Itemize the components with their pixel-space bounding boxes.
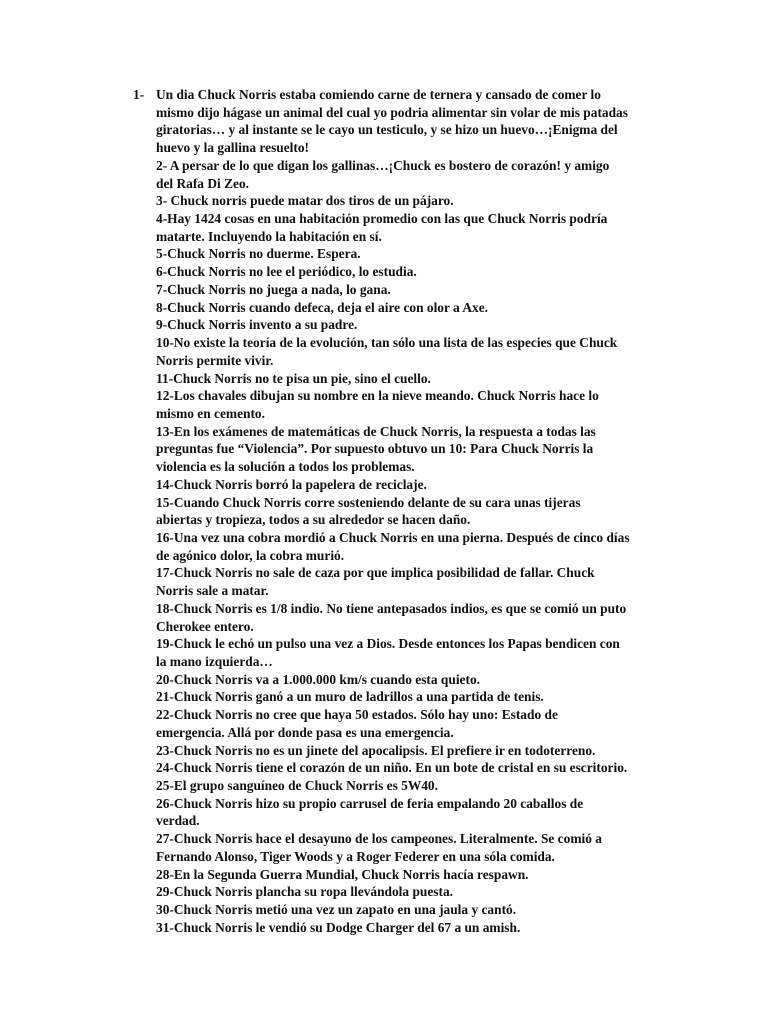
document-line: 21-Chuck Norris ganó a un muro de ladrillos a una partida de tenis. <box>156 689 544 705</box>
document-line: huevo y la gallina resuelto! <box>156 140 310 156</box>
document-line: 9-Chuck Norris invento a su padre. <box>156 317 358 333</box>
list-number: 1- <box>133 87 145 102</box>
document-line: 6-Chuck Norris no lee el periódico, lo estudia. <box>156 264 417 280</box>
document-line: Cherokee entero. <box>156 618 254 634</box>
document-line: 18-Chuck Norris es 1/8 indio. No tiene antepasados indios, es que se comió un puto <box>156 600 627 616</box>
document-line: mismo dijo hágase un animal del cual yo podria alimentar sin volar de mis patadas <box>156 104 628 120</box>
document-line: 24-Chuck Norris tiene el corazón de un niño. En un bote de cristal en su escritorio. <box>156 760 628 776</box>
document-line: 23-Chuck Norris no es un jinete del apocalipsis. El prefiere ir en todoterreno. <box>156 742 596 758</box>
document-line: 11-Chuck Norris no te pisa un pie, sino el cuello. <box>156 370 431 386</box>
document-line: 2- A persar de lo que digan los gallinas…¡Chuck es bostero de corazón! y amigo <box>156 157 610 173</box>
document-line: preguntas fue “Violencia”. Por supuesto obtuvo un 10: Para Chuck Norris la <box>156 441 594 457</box>
document-line: 15-Cuando Chuck Norris corre sosteniendo delante de su cara unas tijeras <box>156 494 581 510</box>
document-line: 20-Chuck Norris va a 1.000.000 km/s cuando esta quieto. <box>156 671 480 687</box>
document-line: 13-En los exámenes de matemáticas de Chuck Norris, la respuesta a todas las <box>156 423 596 439</box>
document-line: emergencia. Allá por donde pasa es una emergencia. <box>156 724 454 740</box>
document-line: Un dia Chuck Norris estaba comiendo carne de ternera y cansado de comer lo <box>156 87 601 102</box>
document-line: 28-En la Segunda Guerra Mundial, Chuck Norris hacía respawn. <box>156 866 529 882</box>
document-line: 10-No existe la teoría de la evolución, tan sólo una lista de las especies que Chuck <box>156 335 618 351</box>
document-line: verdad. <box>156 813 200 829</box>
document-body <box>156 86 672 937</box>
document-line: violencia es la solución a todos los problemas. <box>156 459 415 475</box>
document-line: 7-Chuck Norris no juega a nada, lo gana. <box>156 281 391 297</box>
document-line: giratorias… y al instante se le cayo un testiculo, y se hizo un huevo…¡Enigma del <box>156 122 618 138</box>
document-line: de agónico dolor, la cobra murió. <box>156 547 345 563</box>
document-line: 19-Chuck le echó un pulso una vez a Dios. Desde entonces los Papas bendicen con <box>156 636 620 652</box>
document-line: matarte. Incluyendo la habitación en sí. <box>156 228 382 244</box>
document-line: la mano izquierda… <box>156 654 273 669</box>
document-line: 4-Hay 1424 cosas en una habitación promedio con las que Chuck Norris podría <box>156 211 608 227</box>
document-line: 3- Chuck norris puede matar dos tiros de un pájaro. <box>156 193 454 209</box>
document-line: 29-Chuck Norris plancha su ropa llevándola puesta. <box>156 884 453 900</box>
document-line: 17-Chuck Norris no sale de caza por que implica posibilidad de fallar. Chuck <box>156 565 595 581</box>
document-line: 14-Chuck Norris borró la papelera de reciclaje. <box>156 476 427 492</box>
document-line: 30-Chuck Norris metió una vez un zapato en una jaula y cantó. <box>156 902 517 918</box>
document-line: del Rafa Di Zeo. <box>156 175 249 191</box>
document-line: 8-Chuck Norris cuando defeca, deja el aire con olor a Axe. <box>156 299 489 315</box>
document-line: Norris permite vivir. <box>156 352 274 368</box>
document-line: Norris sale a matar. <box>156 583 269 599</box>
document-line: 16-Una vez una cobra mordió a Chuck Norris en una pierna. Después de cinco días <box>156 529 630 545</box>
document-line: 12-Los chavales dibujan su nombre en la nieve meando. Chuck Norris hace lo <box>156 388 599 404</box>
document-line: 27-Chuck Norris hace el desayuno de los campeones. Literalmente. Se comió a <box>156 831 602 847</box>
document-line: 26-Chuck Norris hizo su propio carrusel de feria empalando 20 caballos de <box>156 795 584 811</box>
document-line: Fernando Alonso, Tiger Woods y a Roger Federer en una sóla comida. <box>156 848 555 864</box>
document-line: 22-Chuck Norris no cree que haya 50 estados. Sólo hay uno: Estado de <box>156 707 558 723</box>
document-line: abiertas y tropieza, todos a su alrededor se hacen daño. <box>156 512 471 528</box>
document-line: 31-Chuck Norris le vendió su Dodge Charger del 67 a un amish. <box>156 919 521 935</box>
document-line: mismo en cemento. <box>156 405 265 421</box>
document-line: 25-El grupo sanguíneo de Chuck Norris es 5W40. <box>156 778 438 794</box>
document-line: 5-Chuck Norris no duerme. Espera. <box>156 246 361 262</box>
